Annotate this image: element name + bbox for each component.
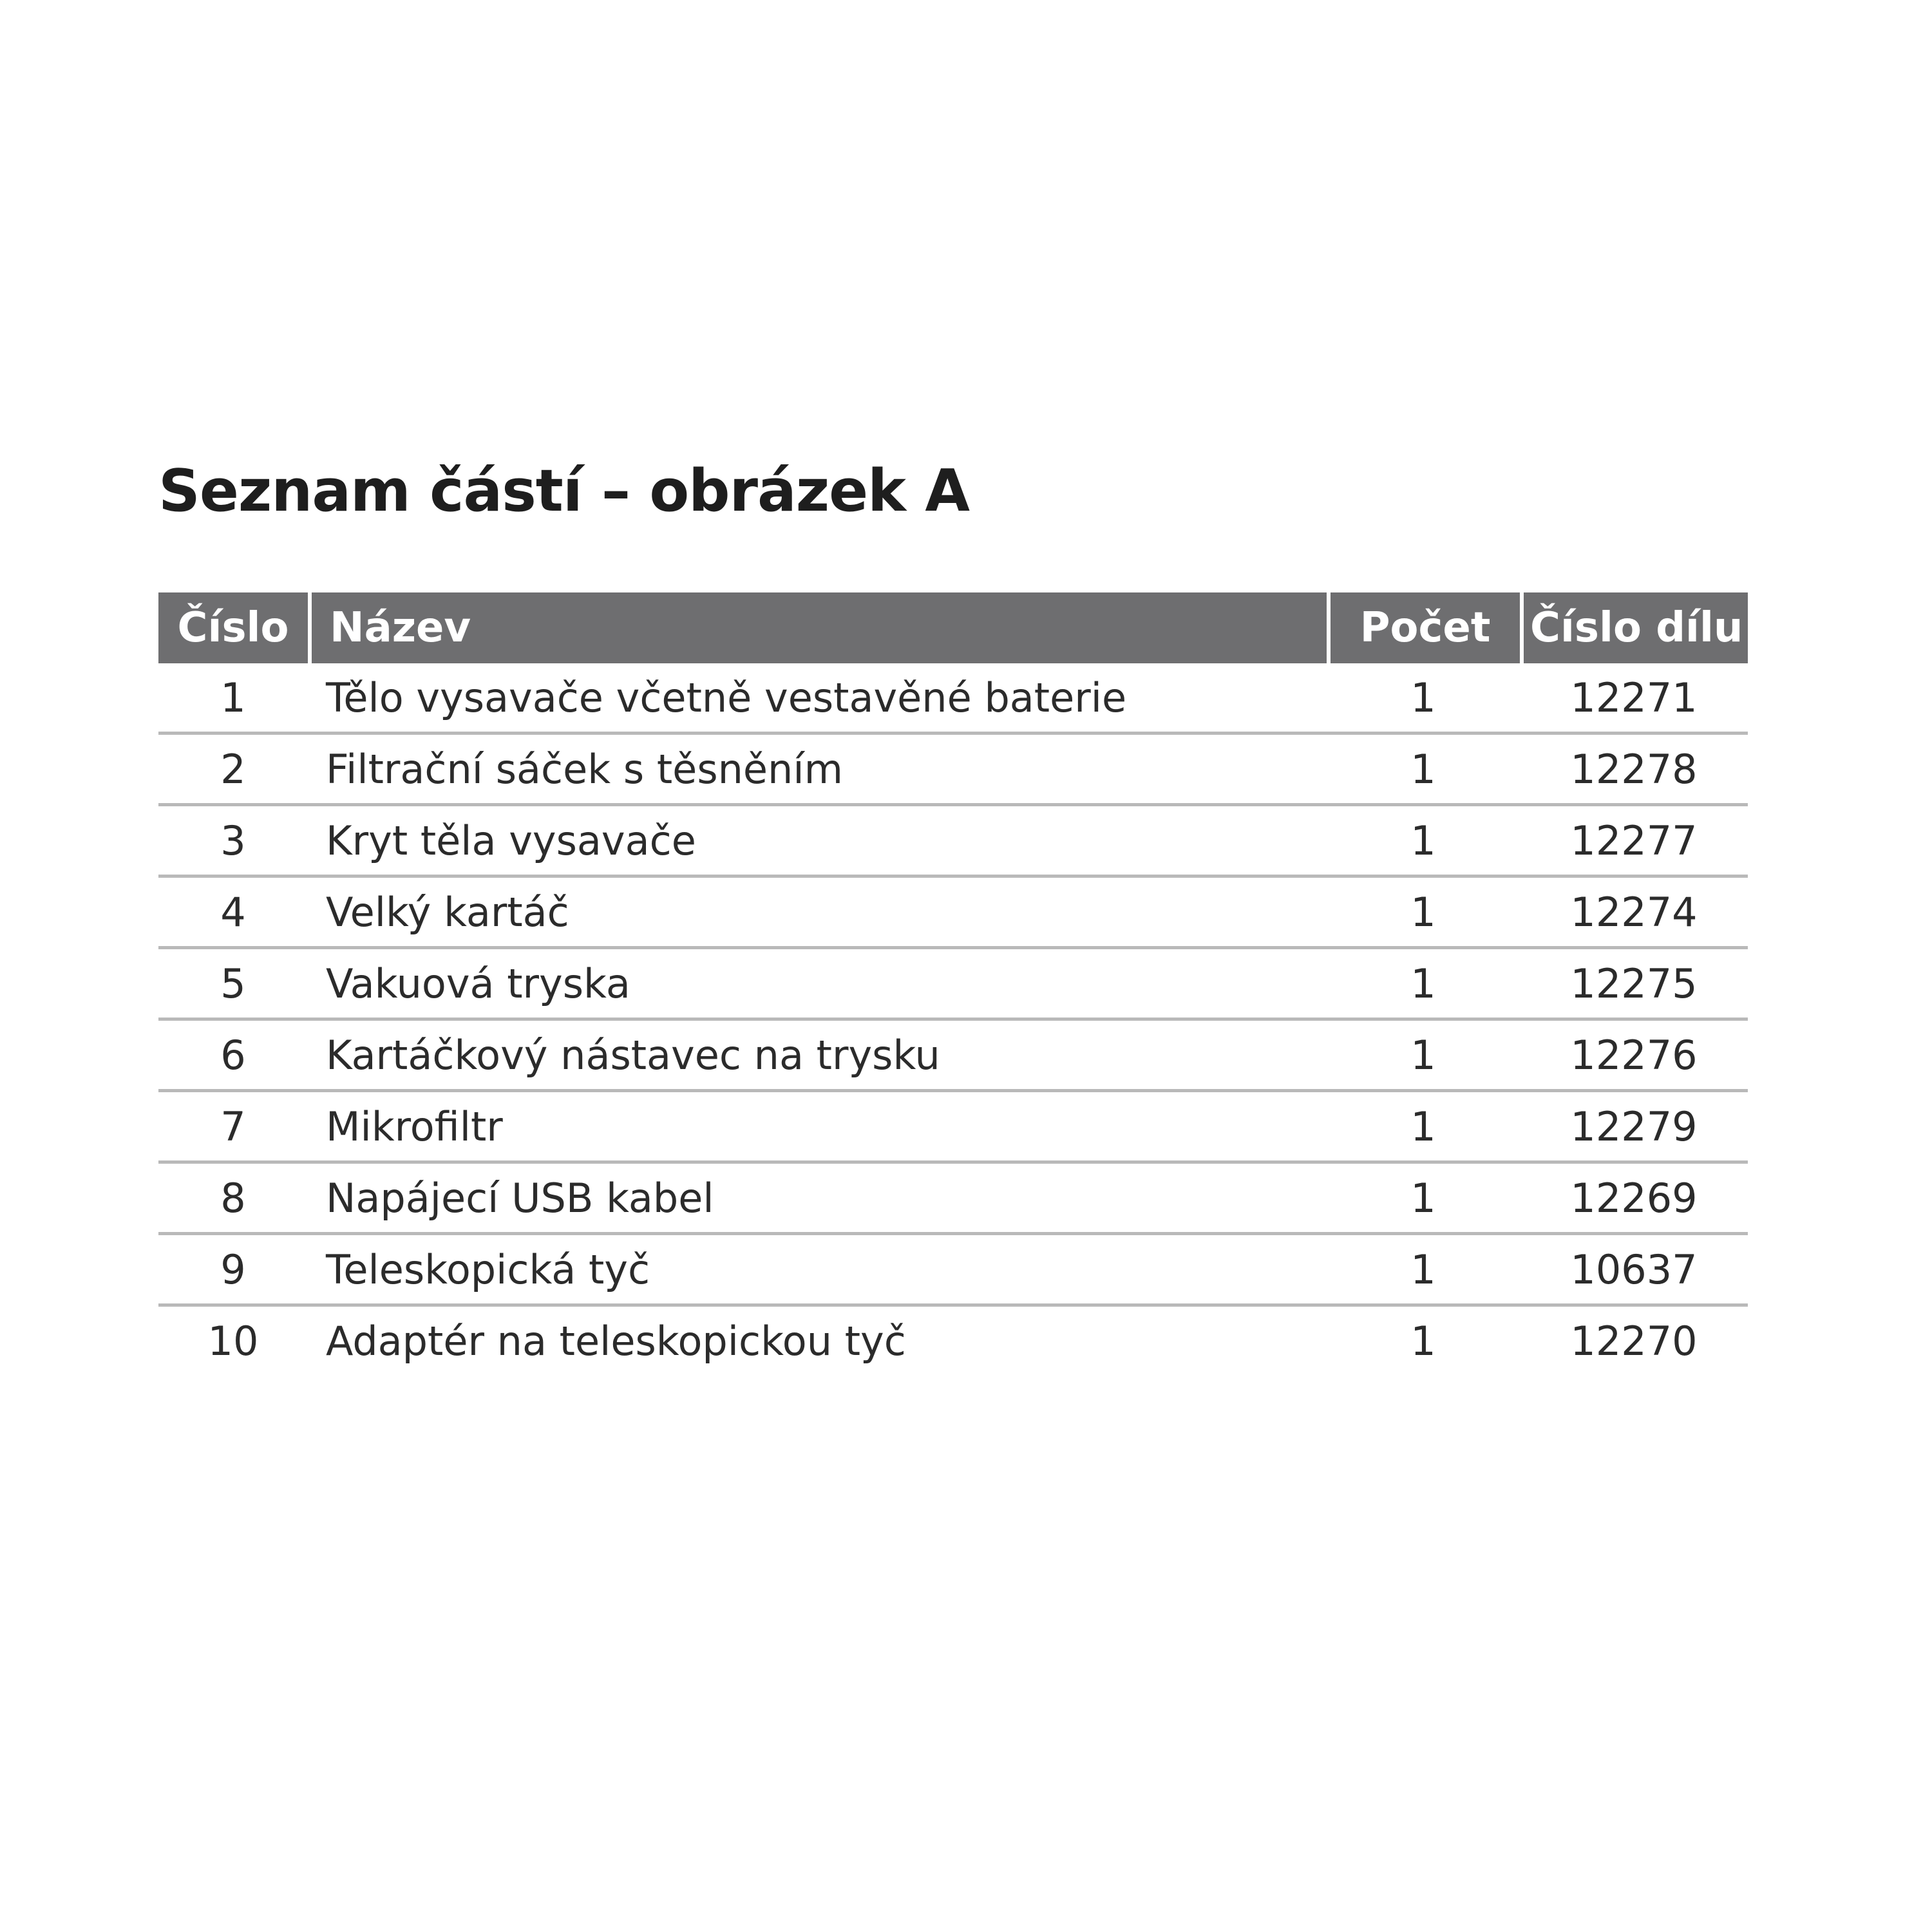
cell-number: 8 (158, 1164, 308, 1235)
page-title: Seznam částí – obrázek A (158, 457, 969, 525)
cell-number: 3 (158, 806, 308, 878)
table-row (158, 1021, 1748, 1092)
table-body (158, 663, 1748, 1375)
cell-quantity: 1 (1410, 1317, 1436, 1365)
cell-part-number: 12276 (1520, 1021, 1748, 1092)
cell-part-number: 12277 (1520, 806, 1748, 878)
cell-number: 9 (158, 1235, 308, 1307)
cell-quantity: 1 (1327, 1021, 1520, 1092)
cell-quantity: 1 (1327, 878, 1520, 949)
cell-part-number: 12271 (1520, 663, 1748, 735)
table-header (158, 592, 1748, 663)
cell-quantity: 1 (1327, 1235, 1520, 1307)
cell-quantity: 1 (1327, 806, 1520, 878)
cell-name: Tělo vysavače včetně vestavěné baterie (308, 663, 1327, 735)
cell-name: Filtrační sáček s těsněním (308, 735, 1327, 806)
cell-quantity: 1 (1327, 949, 1520, 1021)
cell-number: 2 (158, 735, 308, 806)
table-row (158, 806, 1748, 878)
cell-part-number: 12269 (1520, 1164, 1748, 1235)
cell-part-number: 12270 (1570, 1317, 1698, 1365)
cell-number: 7 (158, 1092, 308, 1164)
column-header-quantity: Počet (1327, 592, 1520, 663)
cell-name: Velký kartáč (308, 878, 1327, 949)
parts-table (158, 592, 1748, 1375)
cell-number: 6 (158, 1021, 308, 1092)
header-row (158, 592, 1748, 663)
cell-quantity: 1 (1327, 663, 1520, 735)
cell-name: Kartáčkový nástavec na trysku (308, 1021, 1327, 1092)
cell-part-number: 12275 (1520, 949, 1748, 1021)
cell-name: Kryt těla vysavače (308, 806, 1327, 878)
cell-part-number: 10637 (1520, 1235, 1748, 1307)
column-header-name: Název (308, 592, 1327, 663)
cell-name: Mikrofiltr (308, 1092, 1327, 1164)
cell-part-number: 12279 (1520, 1092, 1748, 1164)
cell-number: 5 (158, 949, 308, 1021)
cell-number: 4 (158, 878, 308, 949)
cell-name: Napájecí USB kabel (308, 1164, 1327, 1235)
table-row (158, 1235, 1748, 1307)
table-row (158, 949, 1748, 1021)
cell-number: 10 (207, 1317, 259, 1365)
cell-quantity: 1 (1327, 1164, 1520, 1235)
table-row (158, 878, 1748, 949)
table-row (158, 1164, 1748, 1235)
table-row (158, 1092, 1748, 1164)
cell-number: 1 (158, 663, 308, 735)
cell-name: Adaptér na teleskopickou tyč (326, 1317, 906, 1365)
table-row (158, 735, 1748, 806)
cell-name: Teleskopická tyč (308, 1235, 1327, 1307)
cell-part-number: 12274 (1520, 878, 1748, 949)
table-row (158, 1307, 1748, 1375)
table-row (158, 663, 1748, 735)
cell-name: Vakuová tryska (308, 949, 1327, 1021)
cell-part-number: 12278 (1520, 735, 1748, 806)
column-header-number: Číslo (158, 592, 308, 663)
cell-quantity: 1 (1327, 1092, 1520, 1164)
cell-quantity: 1 (1327, 735, 1520, 806)
column-header-part-number: Číslo dílu (1520, 592, 1748, 663)
